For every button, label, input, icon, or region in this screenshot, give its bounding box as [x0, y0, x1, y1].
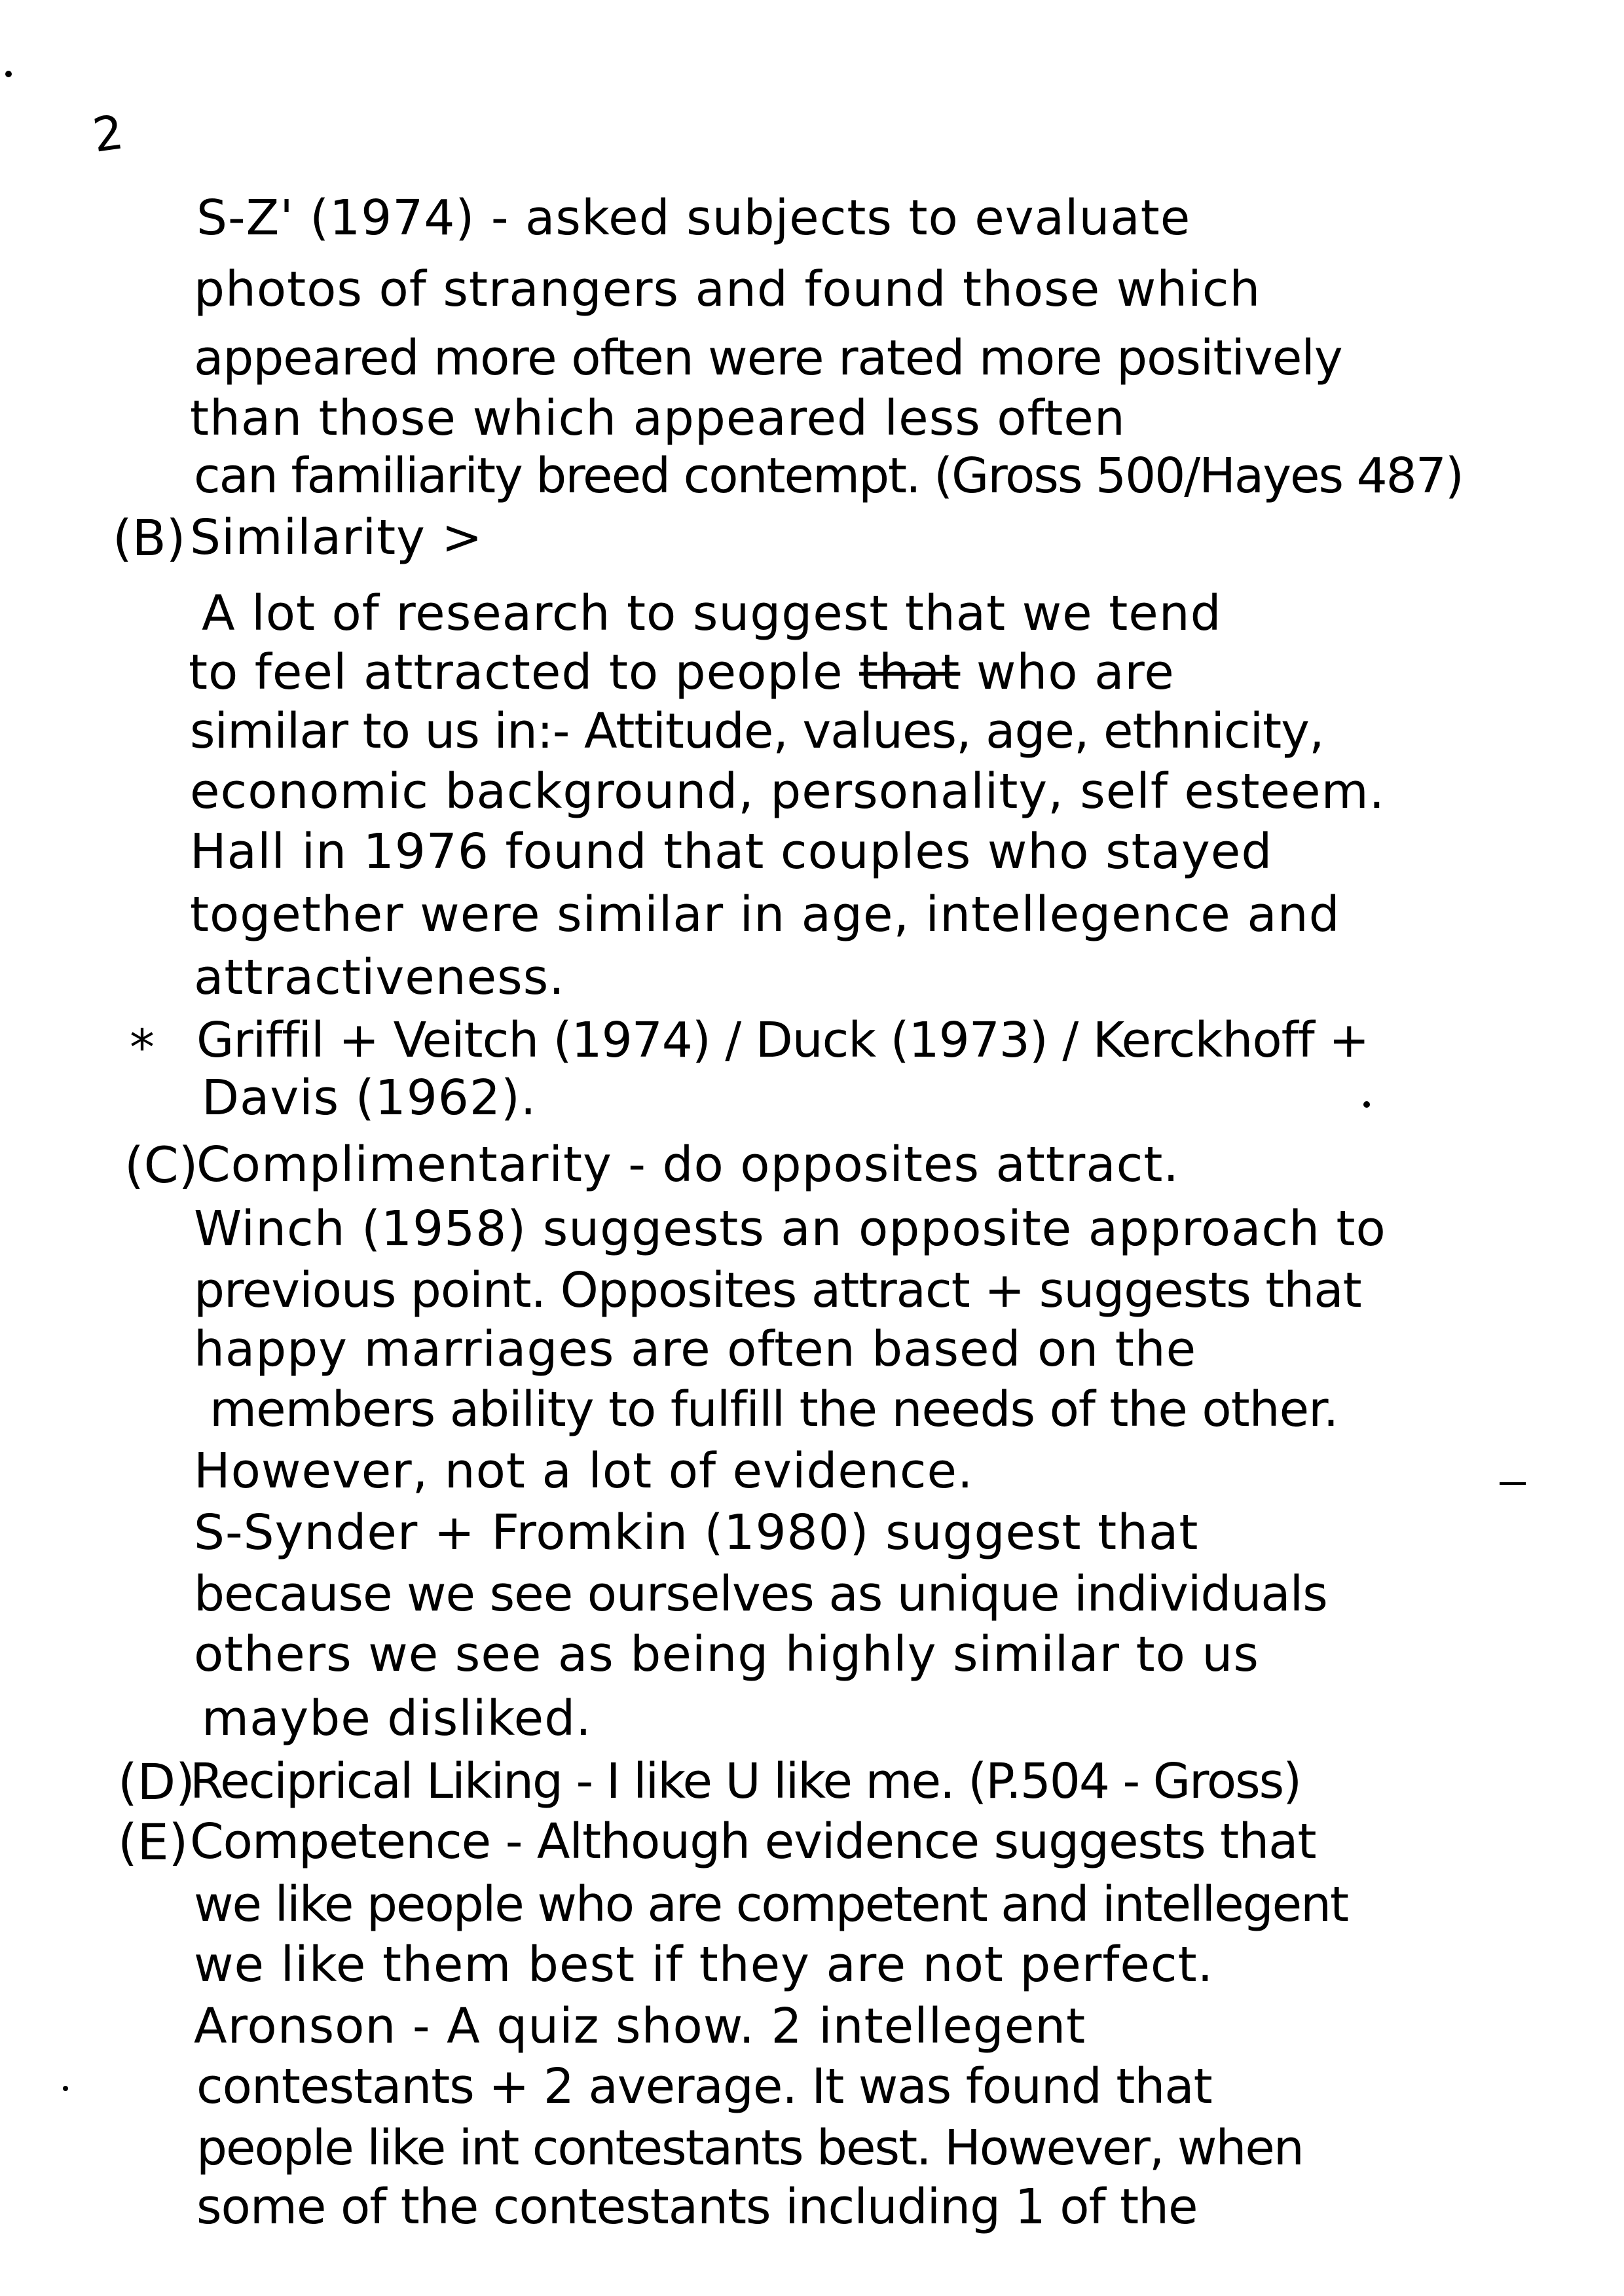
- note-line-28: we like people who are competent and intellegent: [194, 1876, 1348, 1933]
- note-line-20: members ability to fulfill the needs of the other.: [210, 1381, 1338, 1438]
- note-line-10: economic background, personality, self esteem.: [190, 763, 1386, 820]
- note-line-23: because we see ourselves as unique individuals: [194, 1566, 1327, 1622]
- note-line-3: appeared more often were rated more positively: [194, 330, 1342, 386]
- note-line-24: others we see as being highly similar to us: [194, 1626, 1259, 1683]
- note-line-8: [189, 644, 1175, 701]
- note-line-5: can familiarity breed contempt. (Gross 500/Hayes 487): [194, 448, 1463, 504]
- note-line-7: A lot of research to suggest that we tend: [202, 585, 1222, 642]
- note-line-19: happy marriages are often based on the: [194, 1321, 1197, 1377]
- note-line-33: some of the contestants including 1 of the: [196, 2179, 1198, 2235]
- section-marker-c: (C): [124, 1136, 198, 1194]
- section-marker-d: (D): [118, 1753, 195, 1811]
- section-marker-e: (E): [118, 1813, 189, 1871]
- struck-word: that: [859, 644, 961, 701]
- note-line-30: Aronson - A quiz show. 2 intellegent: [194, 1998, 1086, 2054]
- note-heading-complimentarity: Complimentarity - do opposites attract.: [196, 1137, 1179, 1193]
- note-line-12: together were similar in age, intellegence and: [190, 886, 1340, 943]
- note-line-2: photos of strangers and found those which: [194, 261, 1261, 318]
- note-line-4: than those which appeared less often: [190, 390, 1126, 446]
- note-line-25: maybe disliked.: [202, 1690, 592, 1747]
- note-line-15: Davis (1962).: [202, 1070, 537, 1126]
- stray-dot-right: [1363, 1101, 1370, 1108]
- note-line-32: people like int contestants best. However, when: [196, 2120, 1303, 2176]
- stray-dot-left: [5, 71, 12, 77]
- note-line-21: However, not a lot of evidence.: [194, 1443, 974, 1499]
- note-line-1: S-Z' (1974) - asked subjects to evaluate: [196, 190, 1191, 246]
- note-line-17: Winch (1958) suggests an opposite approach to: [194, 1201, 1386, 1257]
- note-line-9: similar to us in:- Attitude, values, age, ethnicity,: [190, 703, 1324, 759]
- note-line-18: previous point. Opposites attract + suggests that: [194, 1262, 1361, 1319]
- note-line-13: attractiveness.: [194, 949, 565, 1006]
- note-line-8-end: who are: [976, 644, 1175, 701]
- note-heading-competence: Competence - Although evidence suggests that: [190, 1813, 1316, 1870]
- note-heading-reciprical-liking: Reciprical Liking - I like U like me. (P.504 - Gross): [190, 1753, 1301, 1810]
- note-line-11: Hall in 1976 found that couples who stayed: [190, 824, 1273, 880]
- note-line-22: S-Synder + Fromkin (1980) suggest that: [194, 1504, 1199, 1561]
- stray-dash: [1500, 1482, 1526, 1485]
- stray-dot-margin: [63, 2086, 68, 2091]
- note-line-8-start: to feel attracted to people: [189, 644, 843, 701]
- page-number: 2: [89, 104, 127, 163]
- section-marker-b: (B): [113, 509, 186, 567]
- note-line-31: contestants + 2 average. It was found that: [196, 2058, 1212, 2115]
- note-heading-similarity: Similarity >: [190, 509, 483, 566]
- star-marker: *: [130, 1018, 155, 1076]
- note-line-29: we like them best if they are not perfect.: [194, 1937, 1214, 1993]
- note-line-14: Griffil + Veitch (1974) / Duck (1973) / Kerckhoff +: [196, 1012, 1369, 1068]
